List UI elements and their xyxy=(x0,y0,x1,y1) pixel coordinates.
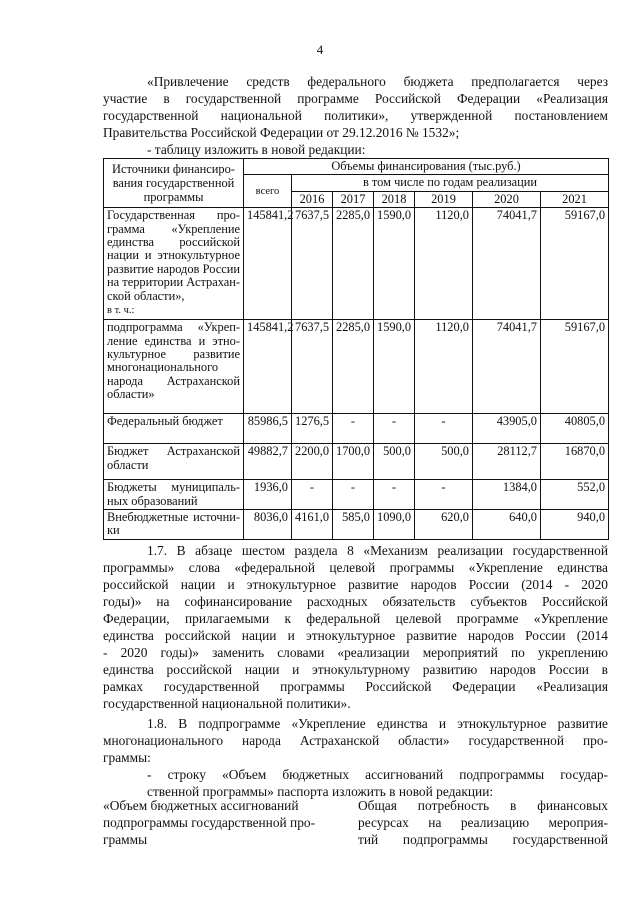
string-line: ственной программы» паспорта изложить в новой редакции: xyxy=(147,784,494,799)
row-source xyxy=(104,444,244,480)
cell-2016: 7637,5 xyxy=(292,208,333,320)
cell-total: 1936,0 xyxy=(244,480,292,510)
table-row xyxy=(104,444,609,480)
cell-2021: 40805,0 xyxy=(541,414,609,444)
cell-2020: 28112,7 xyxy=(473,444,541,480)
cell-2017: 1700,0 xyxy=(333,444,374,480)
cell-2018: - xyxy=(374,480,415,510)
row-source-name: Бюджет Астраханской области xyxy=(107,444,240,472)
table-intro: - таблицу изложить в новой редакции: xyxy=(147,142,366,157)
cell-2020: 74041,7 xyxy=(473,208,541,320)
cell-2021: 940,0 xyxy=(541,510,609,540)
cell-2018: 1590,0 xyxy=(374,320,415,414)
cell-total: 85986,5 xyxy=(244,414,292,444)
section-1-7-line: единства российской нации и этнокультурное развитие народов России (2014 xyxy=(103,628,608,643)
cell-2016: - xyxy=(292,480,333,510)
years-header: в том числе по годам реализации xyxy=(292,175,609,191)
section-1-8-paragraph xyxy=(103,715,608,800)
section-1-7-line: программы» слова «федеральной целевой программы «Укрепление единства xyxy=(103,560,608,575)
cell-2016: 1276,5 xyxy=(292,414,333,444)
total-header: всего xyxy=(244,175,292,208)
cell-total: 8036,0 xyxy=(244,510,292,540)
cell-2019: - xyxy=(415,414,473,444)
cell-2019: 500,0 xyxy=(415,444,473,480)
cell-2021: 59167,0 xyxy=(541,208,609,320)
cell-2017: 2285,0 xyxy=(333,208,374,320)
page-number: 4 xyxy=(316,42,324,57)
cell-2018: 1090,0 xyxy=(374,510,415,540)
cell-2016: 2200,0 xyxy=(292,444,333,480)
row-source-name: Бюджеты муниципаль-ных образований xyxy=(107,480,240,508)
table-row xyxy=(104,510,609,540)
passport-left-line: «Объем бюджетных ассигнований xyxy=(103,798,299,813)
cell-2017: 585,0 xyxy=(333,510,374,540)
year-header: 2018 xyxy=(374,191,415,207)
passport-right xyxy=(358,797,608,848)
cell-total: 145841,2 xyxy=(244,208,292,320)
table-row xyxy=(104,414,609,444)
cell-2016: 4161,0 xyxy=(292,510,333,540)
year-header: 2020 xyxy=(473,191,541,207)
cell-2019: - xyxy=(415,480,473,510)
cell-2021: 16870,0 xyxy=(541,444,609,480)
section-1-7-line: российской нации и этнокультурное развитие народов России (2014 - 2020 xyxy=(103,577,608,592)
cell-2019: 1120,0 xyxy=(415,208,473,320)
cell-2020: 640,0 xyxy=(473,510,541,540)
passport-left-line: подпрограммы государственной про- xyxy=(103,815,316,830)
cell-2020: 1384,0 xyxy=(473,480,541,510)
cell-2020: 43905,0 xyxy=(473,414,541,444)
cell-2018: - xyxy=(374,414,415,444)
intro-line: государственной национальной политики», утвержденной постановлением xyxy=(103,108,608,123)
intro-line: «Привлечение средств федерального бюджета предполагается через xyxy=(147,74,608,89)
year-header: 2021 xyxy=(541,191,609,207)
intro-paragraph xyxy=(103,73,608,158)
section-1-7-line: - 2020 годы)» заменить словами «реализации мероприятий по укреплению xyxy=(103,645,608,660)
year-header: 2017 xyxy=(333,191,374,207)
cell-2017: - xyxy=(333,414,374,444)
cell-2018: 500,0 xyxy=(374,444,415,480)
section-1-7-paragraph xyxy=(103,542,608,712)
passport-right-line: Общая потребность в финансовых xyxy=(358,798,608,813)
table-row xyxy=(104,320,609,414)
row-source-name: Федеральный бюджет xyxy=(107,414,223,429)
cell-2019: 620,0 xyxy=(415,510,473,540)
cell-2019: 1120,0 xyxy=(415,320,473,414)
cell-2020: 74041,7 xyxy=(473,320,541,414)
section-1-8-line: многонационального народа Астраханской области» государственной про- xyxy=(103,733,608,748)
section-1-7-line: единства российской нации и этнокультурному развитию народов России в xyxy=(103,662,608,677)
intro-line: Правительства Российской Федерации от 29.12.2016 № 1532»; xyxy=(103,125,460,140)
year-header: 2016 xyxy=(292,191,333,207)
passport-right-line: ресурсах на реализацию мероприя- xyxy=(358,815,608,830)
row-source xyxy=(104,320,244,414)
string-line: - строку «Объем бюджетных ассигнований подпрограммы государ- xyxy=(147,767,608,782)
source-header: Источники финансиро-вания государственной программы xyxy=(104,159,244,208)
section-1-8-line: 1.8. В подпрограмме «Укрепление единства и этнокультурное развитие xyxy=(147,716,608,731)
year-header: 2019 xyxy=(415,191,473,207)
passport-left xyxy=(103,797,343,848)
table-row xyxy=(104,208,609,320)
cell-2021: 552,0 xyxy=(541,480,609,510)
cell-2017: - xyxy=(333,480,374,510)
row-source-name: Государственная про-грамма «Укрепление единства российской нации и этнокультурное развитие народов России на территории Астрахан-ской области», xyxy=(107,208,240,303)
section-1-7-line: годы)» на софинансирование расходных обязательств субъектов Российской xyxy=(103,594,608,609)
cell-2018: 1590,0 xyxy=(374,208,415,320)
volume-header: Объемы финансирования (тыс.руб.) xyxy=(244,159,609,175)
cell-2017: 2285,0 xyxy=(333,320,374,414)
row-source xyxy=(104,510,244,540)
passport-left-line: граммы xyxy=(103,832,148,847)
row-source-name: Внебюджетные источни-ки xyxy=(107,510,240,538)
cell-2016: 7637,5 xyxy=(292,320,333,414)
row-source xyxy=(104,480,244,510)
row-source xyxy=(104,414,244,444)
section-1-7-line: государственной национальной политики». xyxy=(103,696,351,711)
section-1-7-line: рамках государственной программы Российской Федерации «Реализация xyxy=(103,679,608,694)
table-row xyxy=(104,480,609,510)
section-1-7-line: 1.7. В абзаце шестом раздела 8 «Механизм реализации государственной xyxy=(147,543,608,558)
row-source xyxy=(104,208,244,320)
row-source-name: подпрограмма «Укреп-ление единства и этно-культурное развитие многонационального народа Астраханской области» xyxy=(107,320,240,402)
section-1-7-line: Федерации, прилагаемыми к федеральной целевой программе «Укрепление xyxy=(103,611,608,626)
cell-2021: 59167,0 xyxy=(541,320,609,414)
financing-table xyxy=(103,158,609,540)
passport-right-line: тий подпрограммы государственной xyxy=(358,832,608,847)
cell-total: 49882,7 xyxy=(244,444,292,480)
row-source-note: в т. ч.: xyxy=(107,305,135,317)
section-1-8-line: граммы: xyxy=(103,750,151,765)
cell-total: 145841,2 xyxy=(244,320,292,414)
intro-line: участие в государственной программе Российской Федерации «Реализация xyxy=(103,91,608,106)
